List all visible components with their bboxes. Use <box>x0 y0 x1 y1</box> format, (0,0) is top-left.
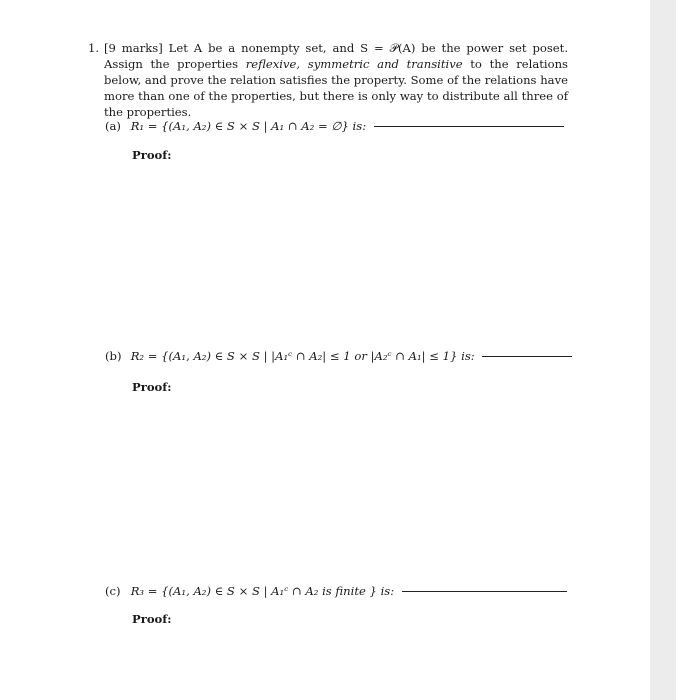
question-text-part-a: Let A be a nonempty set, and S = 𝒫(A) be the power set poset. Assign the properties <box>104 41 569 71</box>
part-c-proof-label: Proof: <box>132 612 172 626</box>
part-c-answer-blank[interactable] <box>402 590 567 592</box>
part-c <box>105 583 565 599</box>
part-a <box>105 118 565 134</box>
part-b <box>105 348 565 364</box>
part-c-label: (c) <box>105 584 121 598</box>
part-a-label: (a) <box>105 119 121 133</box>
part-a-relation: R₁ = {(A₁, A₂) ∈ S × S | A₁ ∩ A₂ = ∅} is: <box>130 119 367 133</box>
question-text-part-b: to the relations below, and prove the relation satisfies the property. Some of the relations have more than one of the properties, but there is only way to distribute all three of the properties. <box>104 57 568 119</box>
question-1 <box>88 40 568 120</box>
part-b-label: (b) <box>105 349 122 363</box>
part-a-answer-blank[interactable] <box>374 125 564 127</box>
right-gutter <box>650 0 676 700</box>
question-number: 1. <box>88 41 100 55</box>
part-a-proof-label: Proof: <box>132 148 172 162</box>
part-b-answer-blank[interactable] <box>482 355 572 357</box>
question-marks: [9 marks] <box>104 41 163 55</box>
part-c-relation: R₃ = {(A₁, A₂) ∈ S × S | A₁ᶜ ∩ A₂ is finite } is: <box>130 584 395 598</box>
part-b-relation: R₂ = {(A₁, A₂) ∈ S × S | |A₁ᶜ ∩ A₂| ≤ 1 or |A₂ᶜ ∩ A₁| ≤ 1} is: <box>130 349 475 363</box>
question-text <box>104 40 568 120</box>
part-b-proof-label: Proof: <box>132 380 172 394</box>
property-list: reflexive, symmetric and transitive <box>245 57 463 71</box>
